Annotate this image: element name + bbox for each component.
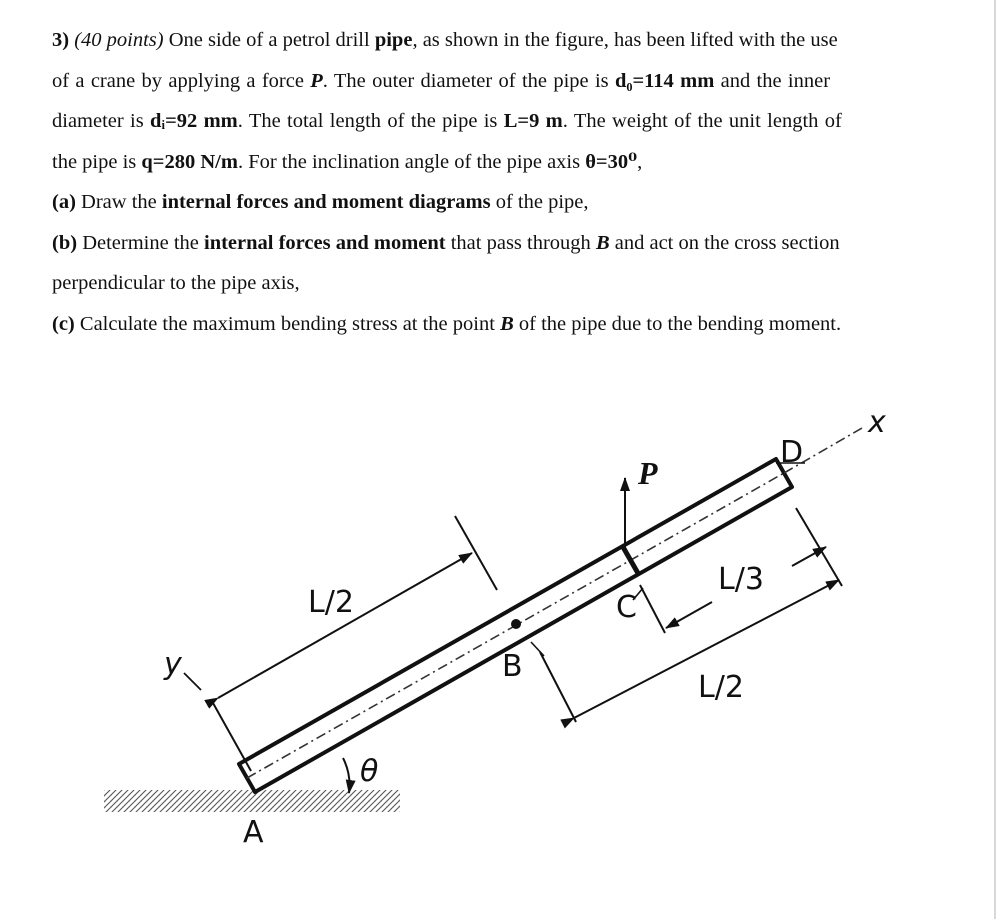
point-b-dot <box>511 619 521 629</box>
y-axis-tick <box>184 673 201 690</box>
problem-points: (40 points) <box>74 29 164 51</box>
part-a-label: (a) <box>52 191 76 213</box>
text: of the pipe due to the bending moment. <box>513 312 842 335</box>
force-symbol: P <box>310 69 323 92</box>
text: diameter is <box>52 110 151 132</box>
label-d: D <box>780 435 804 470</box>
text: Calculate the maximum bending stress at the point <box>74 312 501 335</box>
problem-number: 3) <box>52 29 70 51</box>
extension-line-a <box>213 703 251 771</box>
label-theta: θ <box>360 754 379 789</box>
part-c-label: (c) <box>52 312 75 335</box>
dimension-line-third-a <box>666 602 712 628</box>
label-third-length: L/3 <box>718 562 764 597</box>
ground-hatch <box>104 790 400 812</box>
pipe-word: pipe <box>374 29 413 51</box>
text: of a crane by applying a force <box>52 69 311 92</box>
extension-line-mid-left <box>455 516 497 590</box>
label-b: B <box>502 649 523 684</box>
text: of the pipe, <box>490 191 589 213</box>
part-b-point: B <box>595 231 610 254</box>
text: One side of a petrol drill <box>163 29 375 51</box>
extension-line-c <box>640 585 665 633</box>
b-leader-line <box>531 642 544 656</box>
text: , <box>637 150 643 173</box>
theta-arc <box>343 758 350 793</box>
text: . The total length of the pipe is <box>237 110 504 132</box>
inner-diameter: dᵢ=92 mm <box>150 110 238 132</box>
text: the pipe is <box>52 150 142 173</box>
label-half-length-right: L/2 <box>698 670 744 705</box>
text: , as shown in the figure, has been lifted with the use <box>412 29 838 51</box>
text: . The outer diameter of the pipe is <box>322 69 615 92</box>
total-length: L=9 m <box>503 110 563 132</box>
extension-line-d <box>796 508 842 586</box>
part-c-point: B <box>500 312 514 335</box>
text: Draw the <box>75 191 162 213</box>
label-x: x <box>868 405 886 440</box>
text: and the inner <box>714 69 831 92</box>
text: that pass through <box>445 231 596 254</box>
label-a: A <box>243 815 264 850</box>
label-p: P <box>638 455 658 491</box>
label-half-length-left: L/2 <box>308 585 354 620</box>
part-b-label: (b) <box>52 231 78 254</box>
text: . The weight of the unit length of <box>562 110 842 132</box>
dimension-line-third-b <box>792 547 826 566</box>
text: and act on the cross section <box>609 231 840 254</box>
text: . For the inclination angle of the pipe axis <box>237 150 586 173</box>
unit-weight: q=280 N/m <box>141 150 238 173</box>
part-a-emphasis: internal forces and moment diagrams <box>161 191 491 213</box>
extension-line-b <box>540 652 576 722</box>
text: perpendicular to the pipe axis, <box>52 272 300 294</box>
text: Determine the <box>77 231 204 254</box>
part-b-emphasis: internal forces and moment <box>204 231 446 254</box>
label-c: C <box>616 590 637 625</box>
label-y: y <box>164 647 182 682</box>
outer-diameter: d₀=114 mm <box>614 69 715 92</box>
inclination-angle: θ=30⁰ <box>585 150 638 173</box>
